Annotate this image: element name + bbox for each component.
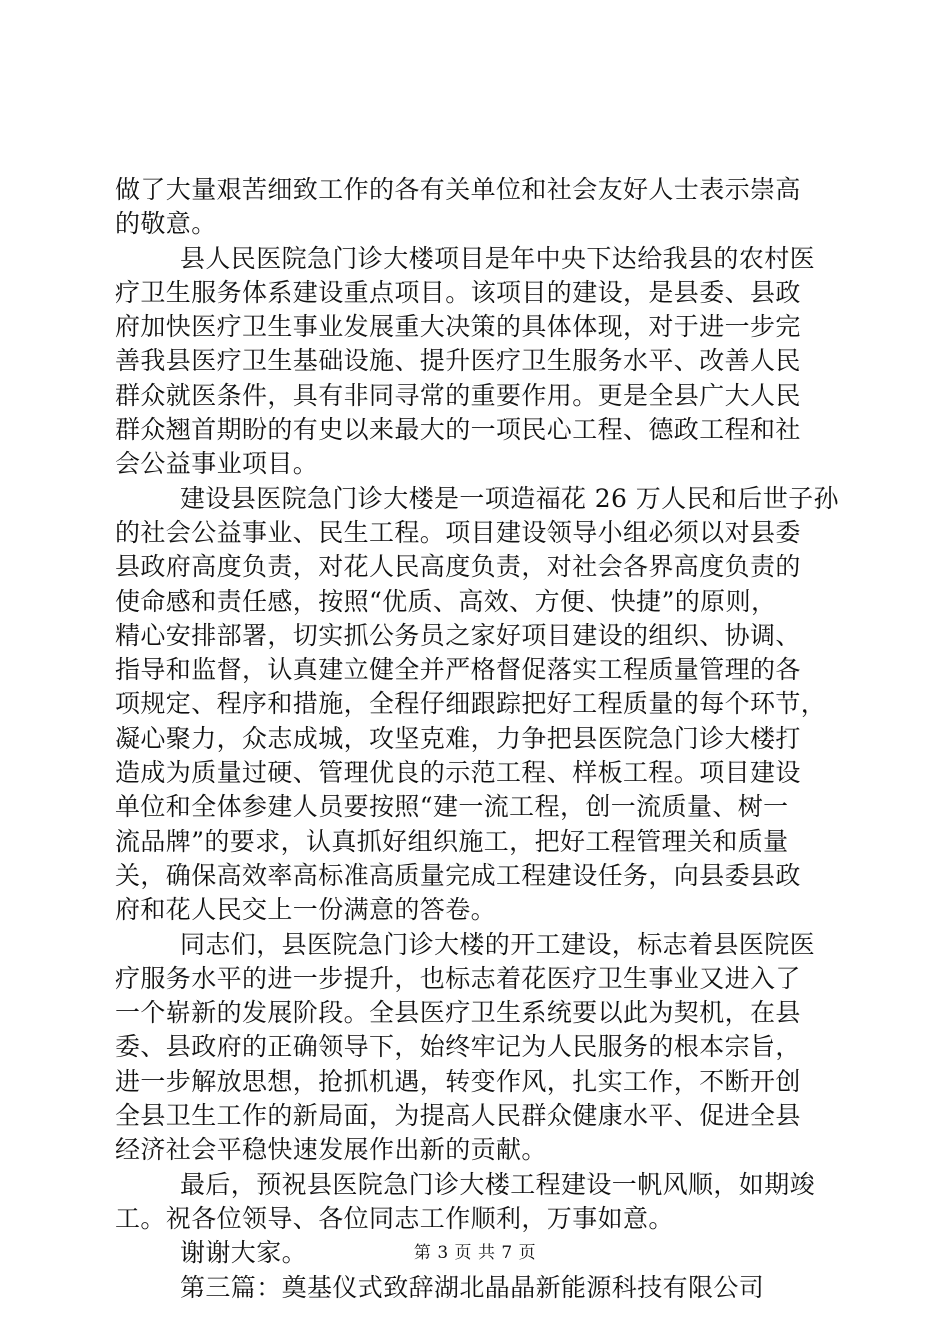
text-line: 精心安排部署，切实抓公务员之家好项目建设的组织、协调、 (115, 620, 801, 650)
document-body (115, 173, 840, 1305)
text-line: 县人民医院急门诊大楼项目是年中央下达给我县的农村医 (180, 243, 816, 273)
text-line: 凝心聚力，众志成城，攻坚克难，力争把县医院急门诊大楼打 (115, 723, 801, 753)
text-line: 谢谢大家。 (180, 1238, 308, 1268)
text-line: 疗卫生服务体系建设重点项目。该项目的建设，是县委、县政 (115, 277, 801, 307)
text-line: 经济社会平稳快速发展作出新的贡献。 (115, 1135, 547, 1165)
text-line: 善我县医疗卫生基础设施、提升医疗卫生服务水平、改善人民 (115, 346, 801, 376)
text-line: 的敬意。 (115, 209, 217, 239)
text-line: 工。祝各位领导、各位同志工作顺利，万事如意。 (115, 1203, 674, 1233)
text-line: 关，确保高效率高标准高质量完成工程建设任务，向县委县政 (115, 860, 801, 890)
text-line: 造成为质量过硬、管理优良的示范工程、样板工程。项目建设 (115, 758, 801, 788)
text-line: 群众翘首期盼的有史以来最大的一项民心工程、德政工程和社 (115, 415, 801, 445)
page-number-footer: 第 3 页 共 7 页 (413, 1243, 537, 1263)
text-line: 的社会公益事业、民生工程。项目建设领导小组必须以对县委 (115, 517, 801, 547)
text-line: 一个崭新的发展阶段。全县医疗卫生系统要以此为契机，在县 (115, 998, 801, 1028)
text-line: 使命感和责任感，按照“优质、高效、方便、快捷”的原则， (115, 586, 777, 616)
text-line: 委、县政府的正确领导下，始终牢记为人民服务的根本宗旨， (115, 1032, 801, 1062)
text-line: 做了大量艰苦细致工作的各有关单位和社会友好人士表示崇高 (115, 175, 801, 204)
text-line: 第三篇：奠基仪式致辞湖北晶晶新能源科技有限公司 (180, 1272, 765, 1302)
text-line: 建设县医院急门诊大楼是一项造福花 26 万人民和后世子孙 (180, 483, 839, 513)
text-line: 项规定、程序和措施，全程仔细跟踪把好工程质量的每个环节， (115, 689, 827, 719)
text-line: 指导和监督，认真建立健全并严格督促落实工程质量管理的各 (115, 655, 801, 685)
text-line: 府和花人民交上一份满意的答卷。 (115, 895, 497, 925)
text-line: 县政府高度负责，对花人民高度负责，对社会各界高度负责的 (115, 552, 801, 582)
text-line: 单位和全体参建人员要按照“建一流工程，创一流质量、树一 (115, 792, 789, 822)
text-line: 流品牌”的要求，认真抓好组织施工，把好工程管理关和质量 (115, 826, 789, 856)
text-line: 群众就医条件，具有非同寻常的重要作用。更是全县广大人民 (115, 380, 801, 410)
text-line: 府加快医疗卫生事业发展重大决策的具体体现，对于进一步完 (115, 312, 801, 342)
text-line: 会公益事业项目。 (115, 449, 319, 479)
text-line: 全县卫生工作的新局面，为提高人民群众健康水平、促进全县 (115, 1101, 801, 1131)
text-line: 疗服务水平的进一步提升，也标志着花医疗卫生事业又进入了 (115, 963, 801, 993)
text-line: 同志们，县医院急门诊大楼的开工建设，标志着县医院医 (180, 929, 816, 959)
text-line: 进一步解放思想，抢抓机遇，转变作风，扎实工作，不断开创 (115, 1066, 801, 1096)
text-line: 最后，预祝县医院急门诊大楼工程建设一帆风顺，如期竣 (180, 1169, 816, 1199)
